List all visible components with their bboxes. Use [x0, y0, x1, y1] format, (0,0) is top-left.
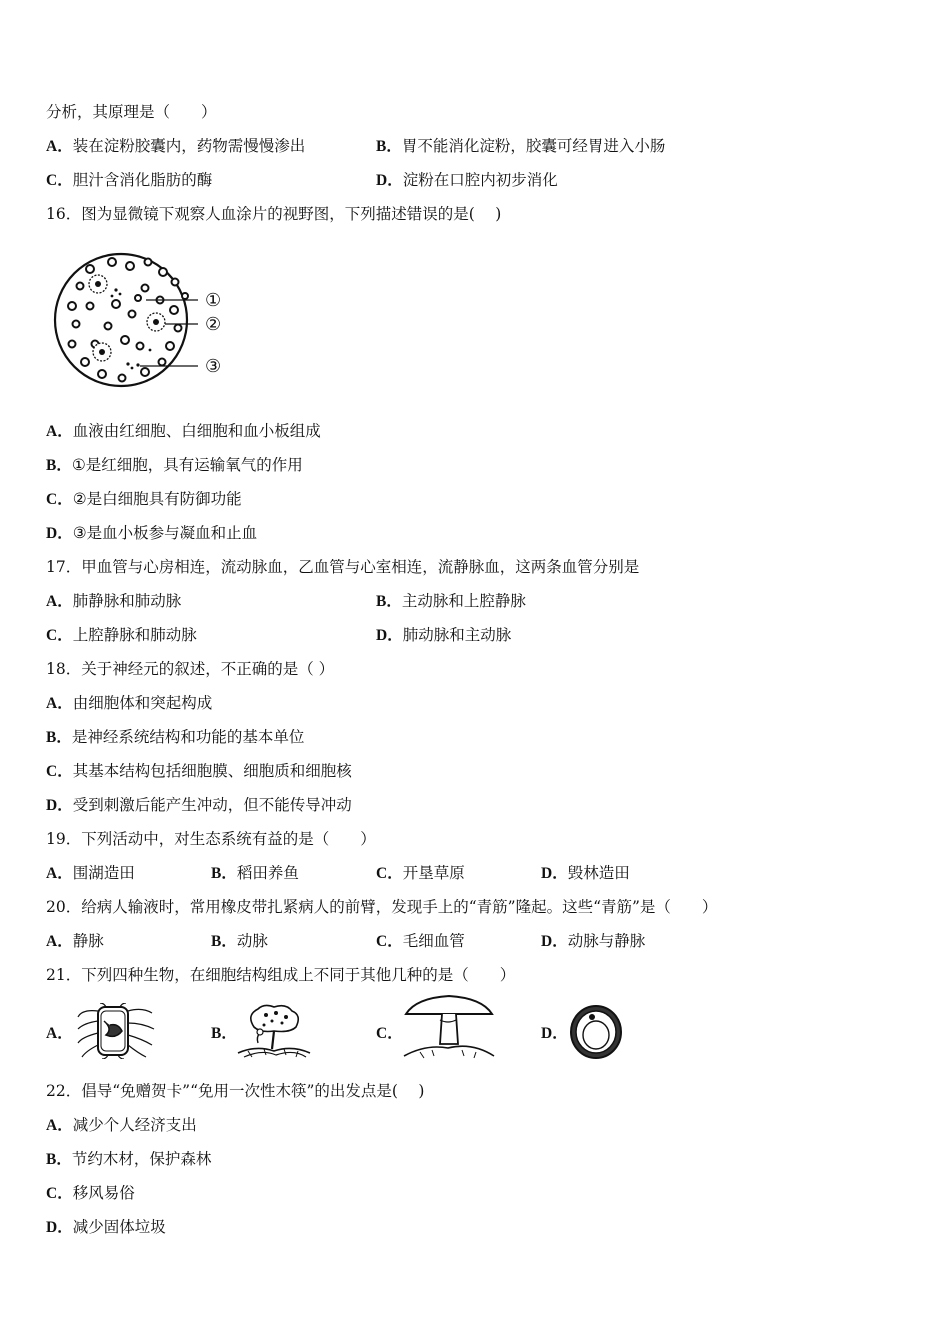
q16-option-a: A．血液由红细胞、白细胞和血小板组成	[46, 422, 321, 440]
q16-stem: 16．图为显微镜下观察人血涂片的视野图，下列描述错误的是( )	[46, 205, 502, 223]
q17-option-b: B．主动脉和上腔静脉	[376, 592, 526, 610]
q17-option-d: D．肺动脉和主动脉	[376, 626, 512, 644]
q22-option-c: C．移风易俗	[46, 1184, 135, 1202]
blood-smear-figure	[50, 244, 240, 394]
q21-option-b: B．	[211, 1025, 237, 1042]
q17-option-c: C．上腔静脉和肺动脉	[46, 626, 197, 644]
q18-option-c: C．其基本结构包括细胞膜、细胞质和细胞核	[46, 762, 352, 780]
q20-option-b: B．动脉	[211, 932, 268, 950]
q22-option-d: D．减少固体垃圾	[46, 1218, 166, 1236]
q21-option-d: D．	[541, 1025, 568, 1042]
q16-option-b: B．①是红细胞，具有运输氧气的作用	[46, 456, 303, 474]
q19-option-c: C．开垦草原	[376, 864, 465, 882]
q18-option-b: B．是神经系统结构和功能的基本单位	[46, 728, 305, 746]
mold-icon	[236, 1003, 312, 1059]
q19-option-d: D．毁林造田	[541, 864, 630, 882]
q17-stem: 17．甲血管与心房相连，流动脉血，乙血管与心室相连，流静脉血，这两条血管分别是	[46, 558, 640, 576]
q19-stem: 19．下列活动中，对生态系统有益的是（ ）	[46, 830, 376, 848]
q16-option-c: C．②是白细胞具有防御功能	[46, 490, 242, 508]
q22-option-b: B．节约木材，保护森林	[46, 1150, 212, 1168]
q15-option-c: C．胆汁含消化脂肪的酶	[46, 171, 213, 189]
q17-option-a: A．肺静脉和肺动脉	[46, 592, 182, 610]
q15-stem-tail: 分析，其原理是（ ）	[46, 103, 217, 121]
q18-option-a: A．由细胞体和突起构成	[46, 694, 213, 712]
q20-option-c: C．毛细血管	[376, 932, 465, 950]
q22-stem: 22．倡导“免赠贺卡”“免用一次性木筷”的出发点是( )	[46, 1082, 425, 1100]
q19-option-b: B．稻田养鱼	[211, 864, 299, 882]
q20-option-a: A．静脉	[46, 932, 104, 950]
q20-option-d: D．动脉与静脉	[541, 932, 646, 950]
q18-option-d: D．受到刺激后能产生冲动，但不能传导冲动	[46, 796, 352, 814]
q20-stem: 20．给病人输液时，常用橡皮带扎紧病人的前臂，发现手上的“青筋”隆起。这些“青筋”是（ ）	[46, 898, 718, 916]
q21-option-c: C．	[376, 1025, 403, 1042]
q21-stem: 21．下列四种生物，在细胞结构组成上不同于其他几种的是（ ）	[46, 966, 516, 984]
q18-stem: 18．关于神经元的叙述，不正确的是（ ）	[46, 660, 335, 678]
label-1: ①	[205, 290, 222, 311]
bacterium-icon	[76, 1003, 156, 1059]
mushroom-icon	[402, 994, 496, 1060]
yeast-cell-icon	[568, 1004, 624, 1060]
q15-option-a: A．装在淀粉胶囊内，药物需慢慢渗出	[46, 137, 306, 155]
q19-option-a: A．围湖造田	[46, 864, 135, 882]
q15-option-d: D．淀粉在口腔内初步消化	[376, 171, 558, 189]
q16-option-d: D．③是血小板参与凝血和止血	[46, 524, 258, 542]
q22-option-a: A．减少个人经济支出	[46, 1116, 197, 1134]
q15-option-b: B．胃不能消化淀粉，胶囊可经胃进入小肠	[376, 137, 666, 155]
label-3: ③	[205, 356, 222, 377]
q21-option-a: A．	[46, 1025, 73, 1042]
label-2: ②	[205, 314, 222, 335]
